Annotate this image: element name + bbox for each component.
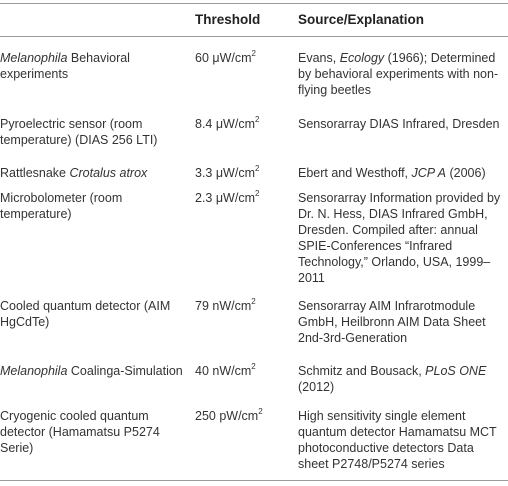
- header-threshold: Threshold: [195, 12, 261, 27]
- header-rule: [0, 36, 508, 37]
- row-4-threshold: 2.3 $\mu W/cm^2$: [195, 189, 260, 205]
- row-6-threshold: 40 $nW/cm^2$: [195, 362, 256, 378]
- row-7-description: Cryogenic cooled quantum detector (Hamamatsu P5274 Serie): [0, 409, 160, 455]
- table-top-rule: [0, 3, 508, 4]
- row-1-source: Evans, Ecology (1966); Determined by behavioral experiments with non-flying beetles: [298, 51, 499, 97]
- row-2-threshold: 8.4 $\mu W/cm^2$: [195, 115, 260, 131]
- row-6-description: Melanophila Coalinga-Simulation: [0, 364, 183, 378]
- header-source: Source/Explanation: [298, 12, 425, 27]
- row-3-description: Rattlesnake Crotalus atrox: [0, 166, 148, 180]
- row-7-threshold: 250 $pW/cm^2$: [195, 407, 263, 423]
- row-2-source: Sensorarray DIAS Infrared, Dresden: [298, 117, 500, 131]
- row-5-description: Cooled quantum detector (AIM HgCdTe): [0, 299, 171, 329]
- row-4-description: Microbolometer (room temperature): [0, 191, 123, 221]
- row-5-source: Sensorarray AIM Infrarotmodule GmbH, Heilbronn AIM Data Sheet 2nd-3rd-Generation: [298, 299, 486, 345]
- row-1-threshold: 60 $\mu W/cm^2$: [195, 49, 256, 65]
- row-3-source: Ebert and Westhoff, JCP A (2006): [298, 166, 486, 180]
- row-5-threshold: 79 $nW/cm^2$: [195, 297, 256, 313]
- row-4-source: Sensorarray Information provided by Dr. N. Hess, DIAS Infrared GmbH, Dresden. Compiled after: annual SPIE-Conferences “Infrared Technology,” Orlando, USA, 1999–2011: [298, 191, 501, 285]
- row-2-description: Pyroelectric sensor (room temperature) (DIAS 256 LTI): [0, 117, 158, 147]
- row-6-source: Schmitz and Bousack, PLoS ONE (2012): [298, 364, 487, 394]
- row-3-threshold: 3.3 $\mu W/cm^2$: [195, 164, 260, 180]
- row-1-description: Melanophila Behavioral experiments: [0, 51, 130, 81]
- table-bottom-rule: [0, 480, 508, 481]
- row-7-source: High sensitivity single element quantum detector Hamamatsu MCT photoconductive detectors Data sheet P2748/P5274 series: [298, 409, 497, 471]
